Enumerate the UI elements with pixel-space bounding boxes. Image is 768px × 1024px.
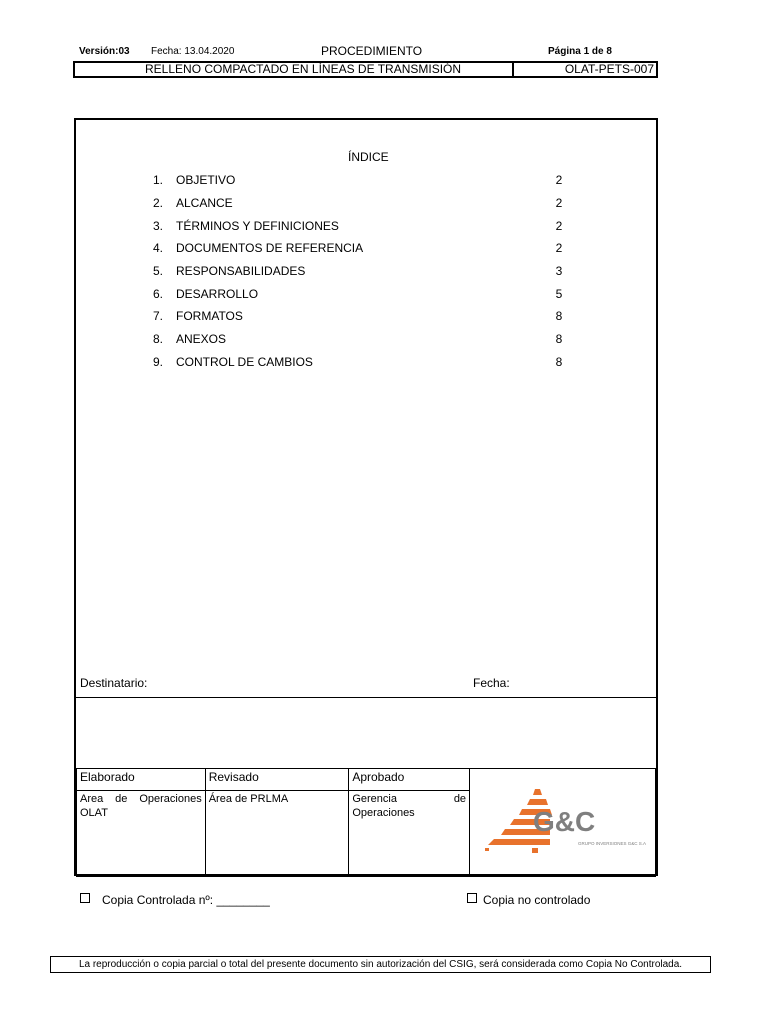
header-divider <box>512 62 514 77</box>
elaborado-header: Elaborado <box>77 769 206 791</box>
recipient-divider <box>76 697 656 698</box>
controlled-copy-checkbox[interactable] <box>80 893 90 903</box>
toc-page: 2 <box>555 219 563 233</box>
revisado-header: Revisado <box>205 769 349 791</box>
toc-page: 8 <box>555 332 563 346</box>
document-code: OLAT-PETS-007 <box>564 62 654 76</box>
toc-label: DESARROLLO <box>176 287 259 301</box>
toc-label: CONTROL DE CAMBIOS <box>176 355 313 369</box>
toc-number: 1. <box>153 173 164 187</box>
toc-label: ANEXOS <box>176 332 227 346</box>
uncontrolled-copy-label: Copia no controlado <box>483 893 591 907</box>
aprobado-value: Gerencia de Operaciones <box>349 791 470 877</box>
recipient-date-label: Fecha: <box>473 676 510 690</box>
signature-table <box>76 768 656 877</box>
header-title-box <box>73 61 658 78</box>
logo-subtitle: GRUPO INVERSIONES G&C S.A.C. <box>577 841 646 846</box>
toc-item <box>76 287 660 303</box>
toc-item <box>76 219 660 235</box>
toc-item <box>76 264 660 280</box>
toc-item <box>76 355 660 371</box>
logo-text: G&C <box>532 806 595 837</box>
footer-notice: La reproducción o copia parcial o total del presente documento sin autorización del CSIG, será considerada como Copia No Controlada. <box>50 956 711 973</box>
toc-item <box>76 332 660 348</box>
revisado-value: Área de PRLMA <box>205 791 349 877</box>
toc-label: OBJETIVO <box>176 173 236 187</box>
main-frame <box>74 118 658 876</box>
date-label: Fecha: 13.04.2020 <box>151 46 235 57</box>
aprobado-header: Aprobado <box>349 769 470 791</box>
toc-item <box>76 309 660 325</box>
toc-label: ALCANCE <box>176 196 233 210</box>
toc-page: 2 <box>555 196 563 210</box>
document-type: PROCEDIMIENTO <box>321 44 423 58</box>
uncontrolled-copy-checkbox[interactable] <box>467 893 477 903</box>
toc-number: 8. <box>153 332 164 346</box>
page-number: Página 1 de 8 <box>548 46 612 57</box>
toc-page: 3 <box>555 264 563 278</box>
toc-page: 2 <box>555 173 563 187</box>
toc-page: 2 <box>555 241 563 255</box>
toc-page: 8 <box>555 355 563 369</box>
toc-number: 4. <box>153 241 164 255</box>
toc-label: FORMATOS <box>176 309 243 323</box>
toc-label: TÉRMINOS Y DEFINICIONES <box>176 219 339 233</box>
logo-cell <box>470 769 656 877</box>
index-title: ÍNDICE <box>348 150 389 164</box>
toc-number: 9. <box>153 355 164 369</box>
toc-page: 5 <box>555 287 563 301</box>
toc-number: 7. <box>153 309 164 323</box>
elaborado-value: Area de Operaciones OLAT <box>77 791 206 877</box>
toc-number: 6. <box>153 287 164 301</box>
gc-logo-icon <box>480 787 646 855</box>
toc-label: RESPONSABILIDADES <box>176 264 306 278</box>
controlled-copy-label: Copia Controlada nº: ________ <box>102 893 270 907</box>
toc-item <box>76 173 660 189</box>
toc-number: 2. <box>153 196 164 210</box>
toc-page: 8 <box>555 309 563 323</box>
toc-number: 3. <box>153 219 164 233</box>
version-label: Versión:03 <box>79 46 130 57</box>
toc-item <box>76 196 660 212</box>
document-title: RELLENO COMPACTADO EN LÍNEAS DE TRANSMISIÓN <box>145 62 462 76</box>
recipient-label: Destinatario: <box>80 676 148 690</box>
toc-number: 5. <box>153 264 164 278</box>
toc-item <box>76 241 660 257</box>
toc-label: DOCUMENTOS DE REFERENCIA <box>176 241 364 255</box>
